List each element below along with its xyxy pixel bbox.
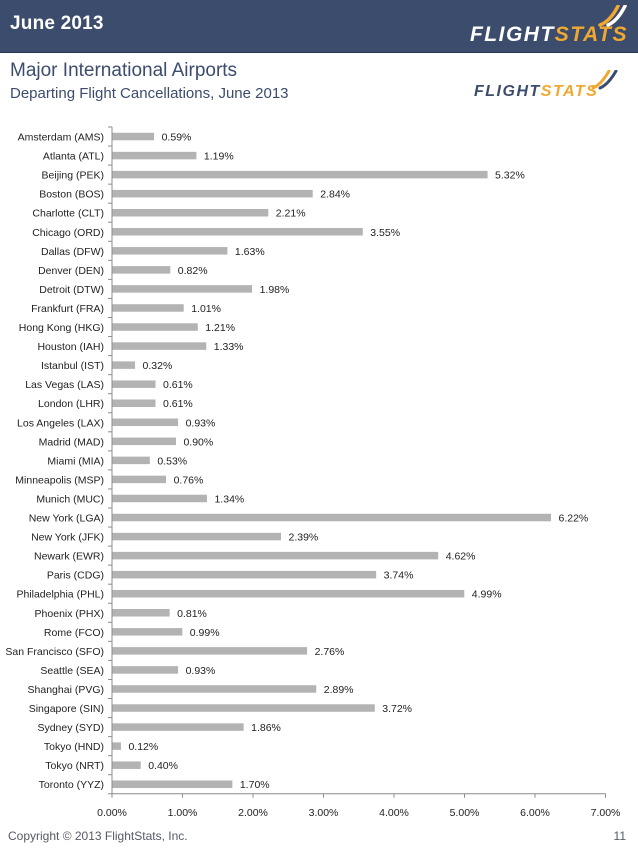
bar: [113, 133, 155, 141]
data-label: 3.72%: [382, 703, 413, 716]
category-label: Rome (FCO): [43, 626, 104, 639]
bar: [113, 247, 228, 255]
bar: [113, 647, 308, 655]
category-label: Boston (BOS): [39, 188, 104, 201]
x-tick-label: 0.00%: [97, 806, 127, 819]
data-label: 1.86%: [251, 722, 281, 735]
copyright-text: Copyright © 2013 FlightStats, Inc.: [8, 829, 188, 843]
category-label: Denver (DEN): [38, 264, 104, 277]
bar: [113, 628, 183, 636]
bar: [113, 209, 269, 217]
bar: [113, 552, 439, 560]
data-label: 6.22%: [558, 512, 589, 525]
bar: [113, 323, 198, 331]
data-label: 2.84%: [320, 188, 351, 201]
category-label: Munich (MUC): [36, 493, 104, 506]
bar: [113, 533, 281, 541]
category-label: Singapore (SIN): [28, 703, 104, 716]
logo-text-stats: STATS: [554, 23, 628, 46]
bar: [113, 419, 179, 427]
x-tick-label: 4.00%: [379, 806, 409, 819]
bar: [113, 438, 176, 446]
category-label: San Francisco (SFO): [5, 645, 104, 658]
bar: [113, 476, 167, 484]
category-label: Madrid (MAD): [38, 436, 104, 449]
data-label: 1.70%: [239, 779, 270, 792]
category-label: Hong Kong (HKG): [18, 322, 104, 335]
logo-text-flight-small: FLIGHT: [474, 83, 541, 100]
category-label: Atlanta (ATL): [42, 150, 104, 163]
x-tick-label: 2.00%: [238, 806, 268, 819]
bar: [113, 380, 156, 388]
bar: [113, 266, 171, 274]
data-label: 0.82%: [177, 264, 208, 277]
category-label: Chicago (ORD): [32, 226, 104, 239]
data-label: 1.34%: [214, 493, 245, 506]
category-label: Tokyo (HND): [43, 741, 104, 754]
logo-text-flight: FLIGHT: [469, 23, 555, 46]
category-label: Las Vegas (LAS): [25, 379, 104, 392]
chart-title: Major International Airports: [10, 60, 238, 81]
bar: [113, 685, 317, 693]
chart-subtitle: Departing Flight Cancellations, June 2013: [10, 85, 289, 102]
x-tick-label: 5.00%: [449, 806, 480, 819]
category-label: New York (JFK): [31, 531, 104, 544]
bar: [113, 190, 313, 198]
data-label: 0.99%: [189, 626, 220, 639]
category-label: Seattle (SEA): [40, 664, 104, 677]
category-label: Paris (CDG): [46, 569, 104, 582]
data-label: 1.98%: [259, 283, 290, 296]
category-label: Houston (IAH): [37, 341, 104, 354]
bar: [113, 361, 136, 369]
category-label: Toronto (YYZ): [38, 779, 104, 792]
x-tick-label: 3.00%: [308, 806, 339, 819]
bar: [113, 285, 253, 293]
bar: [113, 228, 363, 236]
bar: [113, 590, 465, 598]
category-label: Miami (MIA): [47, 455, 104, 468]
category-label: Beijing (PEK): [41, 169, 104, 182]
category-label: London (LHR): [38, 398, 104, 411]
bar: [113, 742, 121, 750]
data-label: 0.90%: [183, 436, 214, 449]
bar: [113, 514, 552, 522]
bar: [113, 399, 156, 407]
bar: [113, 571, 377, 579]
bar: [113, 152, 197, 160]
data-label: 0.93%: [185, 417, 216, 430]
bar: [113, 609, 170, 617]
data-label: 2.21%: [275, 207, 306, 220]
x-tick-label: 1.00%: [167, 806, 198, 819]
data-label: 1.21%: [205, 322, 236, 335]
data-label: 1.63%: [234, 245, 265, 258]
data-label: 0.81%: [177, 607, 207, 620]
data-label: 1.33%: [213, 341, 244, 354]
bar: [113, 495, 207, 503]
bar: [113, 704, 375, 712]
bar: [113, 780, 233, 788]
x-tick-label: 6.00%: [520, 806, 550, 819]
category-label: Detroit (DTW): [39, 283, 104, 296]
category-label: Tokyo (NRT): [45, 760, 104, 773]
category-label: Newark (EWR): [34, 550, 104, 563]
data-label: 0.59%: [161, 131, 192, 144]
bar: [113, 666, 179, 674]
data-label: 3.74%: [383, 569, 414, 582]
category-label: Philadelphia (PHL): [16, 588, 104, 601]
bar: [113, 457, 150, 465]
data-label: 0.61%: [163, 398, 193, 411]
data-label: 2.39%: [288, 531, 319, 544]
category-label: Los Angeles (LAX): [17, 417, 104, 430]
data-label: 0.93%: [185, 664, 216, 677]
category-label: Charlotte (CLT): [32, 207, 104, 220]
category-label: New York (LGA): [28, 512, 104, 525]
logo-text-stats-small: STATS: [540, 83, 599, 100]
data-label: 2.76%: [314, 645, 345, 658]
data-label: 1.19%: [203, 150, 234, 163]
report-month-title: June 2013: [10, 13, 104, 34]
data-label: 1.01%: [191, 302, 221, 315]
category-label: Frankfurt (FRA): [31, 302, 104, 315]
category-label: Shanghai (PVG): [27, 683, 104, 696]
category-label: Minneapolis (MSP): [15, 474, 104, 487]
page-number: 11: [613, 829, 626, 843]
bar: [113, 761, 141, 769]
data-label: 4.99%: [471, 588, 502, 601]
data-label: 0.76%: [173, 474, 204, 487]
data-label: 0.61%: [163, 379, 193, 392]
data-label: 0.40%: [148, 760, 178, 773]
data-label: 0.32%: [142, 360, 173, 373]
data-label: 0.12%: [128, 741, 159, 754]
category-label: Istanbul (IST): [40, 360, 104, 373]
bar: [113, 171, 488, 179]
category-label: Dallas (DFW): [41, 245, 104, 258]
data-label: 2.89%: [323, 683, 354, 696]
category-label: Phoenix (PHX): [34, 607, 104, 620]
bar: [113, 304, 184, 312]
data-label: 4.62%: [445, 550, 476, 563]
bar: [113, 723, 244, 731]
data-label: 3.55%: [370, 226, 401, 239]
category-label: Sydney (SYD): [37, 722, 104, 735]
data-label: 5.32%: [495, 169, 525, 182]
data-label: 0.53%: [157, 455, 188, 468]
bar: [113, 342, 207, 350]
category-label: Amsterdam (AMS): [17, 131, 104, 144]
x-tick-label: 7.00%: [590, 806, 621, 819]
